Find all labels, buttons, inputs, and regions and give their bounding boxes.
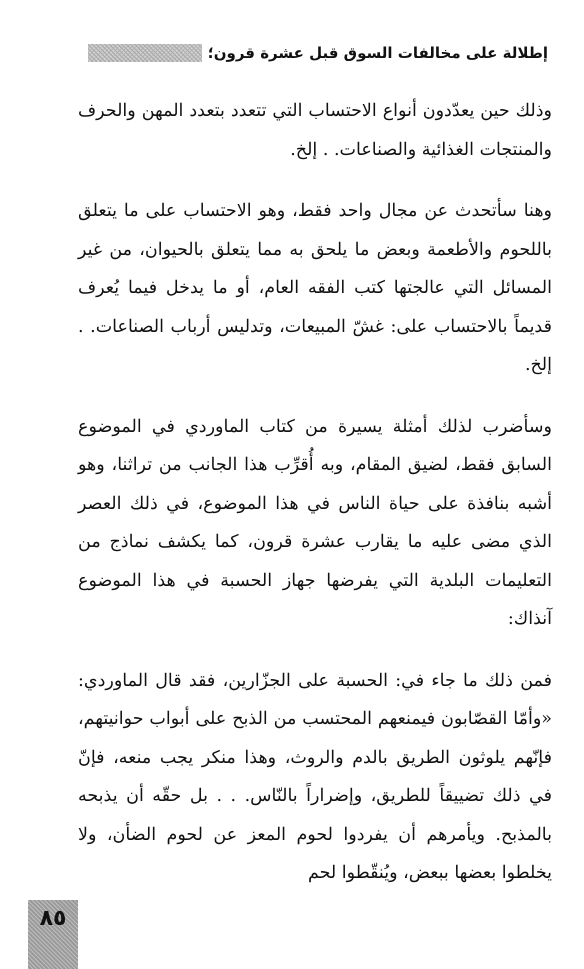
page-number-box	[28, 900, 78, 969]
header-decorative-bar	[88, 44, 202, 62]
running-header-title: إطلالة على مخالفات السوق قبل عشرة قرون؛	[207, 44, 548, 62]
paragraph-1: وذلك حين يعدّدون أنواع الاحتساب التي تتعدد بتعدد المهن والحرف والمنتجات الغذائية والصناعات. . إلخ.	[78, 101, 552, 160]
running-header	[88, 38, 548, 68]
paragraph-3: وسأضرب لذلك أمثلة يسيرة من كتاب الماوردي في الموضوع السابق فقط، لضيق المقام، وبه أُقرِّب هذا الجانب من تراثنا، وهو أشبه بنافذة على حياة الناس في هذا الموضوع، في ذلك العصر الذي مضى عليه ما يقارب عشرة قرون، كما يكشف نماذج من التعليمات البلدية التي يفرضها جهاز الحسبة في هذا الموضوع آنذاك:	[78, 416, 552, 629]
body-text	[78, 92, 552, 893]
paragraph-4: فمن ذلك ما جاء في: الحسبة على الجزّارين، فقد قال الماوردي: «وأمّا القصّابون فيمنعهم المحتسب من الذبح على أبواب حوانيتهم، فإنّهم يلوثون الطريق بالدم والروث، وهذا منكر يجب منعه، فإنّ في ذلك تضييقاً للطريق، وإضراراً بالنّاس. . . بل حقّه أن يذبحه بالمذبح. ويأمرهم أن يفردوا لحوم المعز عن لحوم الضأن، ولا يخلطوا بعضها ببعض، ويُنقّطوا لحم	[78, 670, 552, 883]
paragraph-2: وهنا سأتحدث عن مجال واحد فقط، وهو الاحتساب على ما يتعلق باللحوم والأطعمة وبعض ما يلحق به مما يتعلق بالحيوان، من غير المسائل التي عالجتها كتب الفقه العام، أو ما يدخل فيما يُعرف قديماً بالاحتساب على: غشّ المبيعات، وتدليس أرباب الصناعات. . إلخ.	[78, 201, 552, 375]
page-number: ٨٥	[39, 906, 67, 931]
